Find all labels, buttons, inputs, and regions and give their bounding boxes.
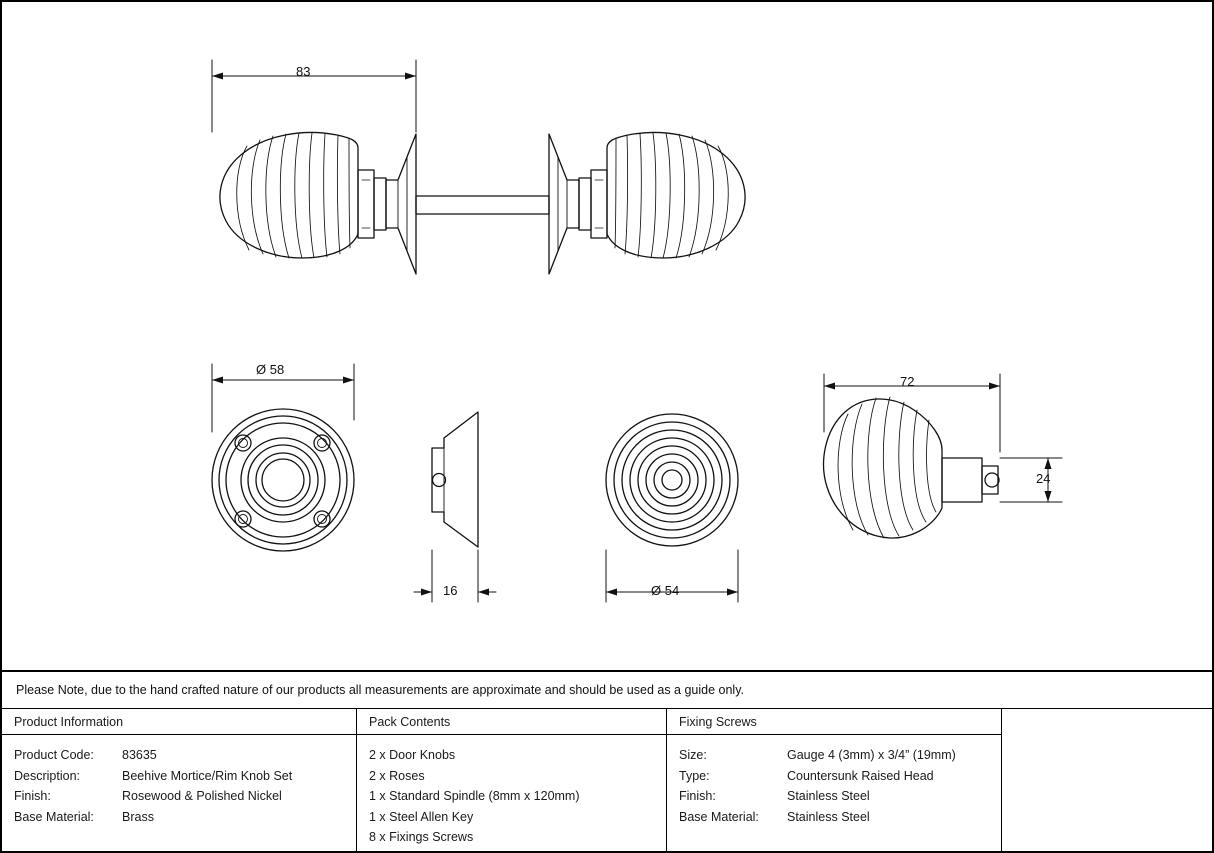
table-row [679,766,1001,787]
dimension-label-knob-set-length: 83 [296,64,311,79]
table-row [679,807,1001,828]
product-code-label: Product Code: [14,748,94,762]
base-material-value: Brass [122,809,154,824]
pack-contents-column [357,709,667,853]
list-item: 8 x Fixings Screws [369,830,474,844]
measurement-note-row [2,670,1212,708]
finish-value: Rosewood & Polished Nickel [122,789,282,803]
list-item: 2 x Door Knobs [369,748,456,762]
list-item: 2 x Roses [369,768,425,783]
screw-base-material-label: Base Material: [679,809,759,824]
table-row [14,786,356,807]
dimension-label-collar-height: 24 [1036,471,1051,486]
pack-contents-header: Pack Contents [357,709,666,735]
dimension-label-knob-face-diameter: Ø 54 [651,583,680,598]
product-information-column [2,709,357,853]
fixing-screws-body [667,735,1001,827]
screw-type-label: Type: [679,768,710,783]
table-row [14,745,356,766]
dimension-label-rose-depth: 16 [443,583,458,598]
description-value: Beehive Mortice/Rim Knob Set [122,768,293,783]
table-row [679,745,1001,766]
list-item: 1 x Standard Spindle (8mm x 120mm) [369,789,580,803]
measurement-note-text: Please Note, due to the hand crafted nature of our products all measurements are approximate and should be used as a guide only. [16,683,745,697]
product-information-header: Product Information [2,709,356,735]
base-material-label: Base Material: [14,809,94,824]
table-row [14,766,356,787]
table-row [14,807,356,828]
specification-table [2,708,1212,853]
finish-label: Finish: [14,789,51,803]
list-item: 1 x Steel Allen Key [369,809,474,824]
dimension-label-rose-diameter: Ø 58 [256,362,285,377]
blank-column [1002,709,1212,853]
screw-type-value: Countersunk Raised Head [787,768,934,783]
screw-size-label: Size: [679,748,707,762]
fixing-screws-header: Fixing Screws [667,709,1001,735]
screw-size-value: Gauge 4 (3mm) x 3/4” (19mm) [787,748,956,762]
knob-set-drawing [2,2,1214,672]
product-code-value: 83635 [122,748,157,762]
pack-contents-body [357,735,666,848]
table-row [679,786,1001,807]
screw-base-material-value: Stainless Steel [787,809,870,824]
product-information-body [2,735,356,827]
dimension-label-knob-height: 72 [900,374,915,389]
fixing-screws-column [667,709,1002,853]
description-label: Description: [14,768,80,783]
screw-finish-label: Finish: [679,789,716,803]
screw-finish-value: Stainless Steel [787,789,870,803]
